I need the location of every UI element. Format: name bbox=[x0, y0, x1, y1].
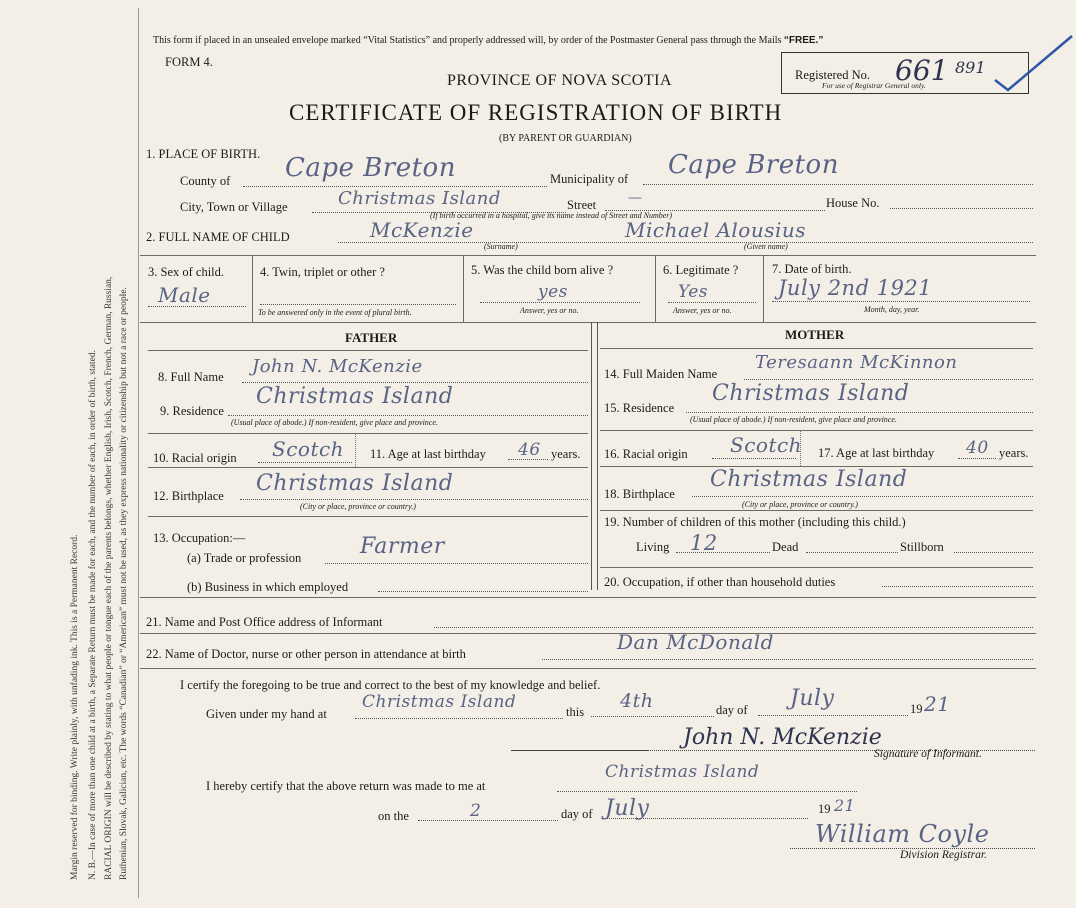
father-birthplace-note: (City or place, province or country.) bbox=[300, 502, 416, 511]
side-note-racial-1: RACIAL ORIGIN will be described by stating to what people or tongue each of the parents belongs, whether English, Irish, Scotch, French, German, Russian, bbox=[104, 276, 114, 880]
form-number: FORM 4. bbox=[165, 55, 213, 69]
father-racial-label: 10. Racial origin bbox=[153, 451, 237, 465]
side-note-margin: Margin reserved for binding. Write plainly, with unfading ink. This is a Permanent Record. bbox=[70, 534, 80, 880]
father-business-label: (b) Business in which employed bbox=[187, 580, 349, 594]
mother-name: Teresaann McKinnon bbox=[755, 352, 958, 373]
registrar-day: 2 bbox=[470, 801, 482, 821]
child-surname: McKenzie bbox=[370, 218, 474, 242]
father-name: John N. McKenzie bbox=[252, 356, 423, 377]
county-value: Cape Breton bbox=[285, 153, 456, 183]
father-age: 46 bbox=[518, 440, 541, 460]
top-notice: This form if placed in an unsealed envelope marked “Vital Statistics” and properly addressed will, by order of the Postmaster General pass through the Mails “FREE.” bbox=[153, 35, 824, 46]
father-age-unit: years. bbox=[551, 447, 581, 461]
legitimate-note: Answer, yes or no. bbox=[673, 306, 732, 315]
check-mark-icon bbox=[990, 32, 1076, 92]
registered-number: 661 bbox=[895, 54, 949, 87]
registered-label: Registered No. bbox=[795, 68, 870, 82]
side-note-nb: N. B.—In case of more than one child at a birth, a Separate Return must be made for each, and the number of each, in order of birth, stated. bbox=[88, 350, 98, 880]
mother-age-unit: years. bbox=[999, 446, 1029, 460]
municipality-line bbox=[643, 184, 1033, 185]
date-note: Month, day, year. bbox=[864, 305, 920, 314]
surname-note: (Surname) bbox=[484, 242, 518, 251]
alive-value: yes bbox=[538, 282, 568, 302]
given-year-prefix: 19 bbox=[910, 702, 923, 716]
given-place: Christmas Island bbox=[362, 692, 517, 712]
county-label: County of bbox=[180, 174, 231, 188]
mother-name-label: 14. Full Maiden Name bbox=[604, 367, 718, 381]
province-heading: PROVINCE OF NOVA SCOTIA bbox=[447, 72, 673, 89]
mother-age: 40 bbox=[966, 438, 989, 458]
hospital-note: (If birth occurred in a hospital, give its name instead of Street and Number) bbox=[430, 211, 673, 220]
mother-living: 12 bbox=[690, 531, 718, 555]
mother-residence: Christmas Island bbox=[712, 381, 910, 406]
mother-racial: Scotch bbox=[730, 433, 803, 457]
legitimate-label: 6. Legitimate ? bbox=[663, 263, 739, 277]
registrar-month: July bbox=[605, 796, 650, 821]
mother-occupation-label: 20. Occupation, if other than household duties bbox=[604, 575, 836, 589]
child-name-line bbox=[338, 242, 1033, 243]
mother-stillborn-label: Stillborn bbox=[900, 540, 944, 554]
subtitle: (BY PARENT OR GUARDIAN) bbox=[499, 133, 632, 144]
registrar-day-of-label: day of bbox=[561, 807, 593, 821]
city-value: Christmas Island bbox=[338, 188, 501, 209]
twin-label: 4. Twin, triplet or other ? bbox=[260, 265, 385, 279]
informant-signature-label: Signature of Informant. bbox=[874, 748, 982, 760]
margin-rule bbox=[138, 8, 139, 898]
registrar-signature-label: Division Registrar. bbox=[900, 849, 987, 861]
county-line bbox=[243, 186, 547, 187]
father-birthplace: Christmas Island bbox=[256, 471, 454, 496]
certify-text: I certify the foregoing to be true and correct to the best of my knowledge and belief. bbox=[180, 678, 601, 692]
registrar-place: Christmas Island bbox=[605, 762, 760, 782]
mother-residence-note: (Usual place of abode.) If non-resident, give place and province. bbox=[690, 415, 897, 424]
row3-bottom-rule bbox=[140, 322, 1036, 323]
mother-birthplace: Christmas Island bbox=[710, 467, 908, 492]
row3-top-rule bbox=[140, 255, 1036, 256]
registrar-year-suffix: 21 bbox=[834, 796, 856, 815]
mother-living-label: Living bbox=[636, 540, 670, 554]
registrar-on-the-label: on the bbox=[378, 809, 409, 823]
alive-note: Answer, yes or no. bbox=[520, 306, 579, 315]
city-label: City, Town or Village bbox=[180, 200, 288, 214]
alive-label: 5. Was the child born alive ? bbox=[471, 263, 614, 277]
registrar-year-prefix: 19 bbox=[818, 802, 831, 816]
father-name-label: 8. Full Name bbox=[158, 370, 224, 384]
given-under-label: Given under my hand at bbox=[206, 707, 327, 721]
given-day-of-label: day of bbox=[716, 703, 748, 717]
twin-note: To be answered only in the event of plural birth. bbox=[258, 308, 412, 317]
father-residence-note: (Usual place of abode.) If non-resident, give place and province. bbox=[231, 418, 438, 427]
mother-heading: MOTHER bbox=[785, 327, 845, 342]
father-age-label: 11. Age at last birthday bbox=[370, 447, 486, 461]
legitimate-value: Yes bbox=[678, 282, 709, 302]
father-residence: Christmas Island bbox=[256, 384, 454, 409]
mother-racial-label: 16. Racial origin bbox=[604, 447, 688, 461]
house-line bbox=[890, 208, 1033, 209]
mother-residence-label: 15. Residence bbox=[604, 401, 675, 415]
municipality-label: Municipality of bbox=[550, 172, 629, 186]
sex-label: 3. Sex of child. bbox=[148, 265, 225, 279]
this-label: this bbox=[566, 705, 585, 719]
mother-dead-label: Dead bbox=[772, 540, 799, 554]
house-label: House No. bbox=[826, 196, 880, 210]
municipality-value: Cape Breton bbox=[668, 150, 839, 180]
registrar-signature: William Coyle bbox=[815, 820, 990, 848]
given-name-note: (Given name) bbox=[744, 242, 788, 251]
father-racial: Scotch bbox=[272, 437, 345, 461]
given-day: 4th bbox=[620, 690, 654, 712]
street-label: Street bbox=[567, 198, 597, 212]
father-heading: FATHER bbox=[345, 330, 398, 345]
child-name-label: 2. FULL NAME OF CHILD bbox=[146, 230, 290, 244]
doctor-value: Dan McDonald bbox=[617, 630, 774, 654]
doctor-label: 22. Name of Doctor, nurse or other person in attendance at birth bbox=[146, 647, 466, 661]
registered-note: For use of Registrar General only. bbox=[822, 81, 926, 90]
sex-value: Male bbox=[158, 283, 211, 307]
mother-birthplace-label: 18. Birthplace bbox=[604, 487, 675, 501]
mother-age-label: 17. Age at last birthday bbox=[818, 446, 935, 460]
informant-signature: John N. McKenzie bbox=[683, 725, 882, 750]
page-title: CERTIFICATE OF REGISTRATION OF BIRTH bbox=[289, 100, 783, 125]
father-residence-label: 9. Residence bbox=[160, 404, 224, 418]
father-trade: Farmer bbox=[360, 534, 445, 559]
street-value: — bbox=[628, 190, 643, 206]
father-birthplace-label: 12. Birthplace bbox=[153, 489, 224, 503]
mother-children-label: 19. Number of children of this mother (including this child.) bbox=[604, 515, 906, 529]
date-value: July 2nd 1921 bbox=[778, 276, 933, 300]
registered-number-2: 891 bbox=[955, 58, 986, 77]
registrar-text: I hereby certify that the above return was made to me at bbox=[206, 779, 486, 793]
informant-label: 21. Name and Post Office address of Informant bbox=[146, 615, 383, 629]
father-occupation-label: 13. Occupation:— bbox=[153, 531, 246, 545]
place-of-birth-label: 1. PLACE OF BIRTH. bbox=[146, 147, 261, 161]
given-year-suffix: 21 bbox=[924, 692, 951, 716]
mother-birthplace-note: (City or place, province or country.) bbox=[742, 500, 858, 509]
given-month: July bbox=[790, 686, 835, 711]
child-given-name: Michael Alousius bbox=[625, 218, 807, 242]
date-label: 7. Date of birth. bbox=[772, 262, 852, 276]
father-trade-label: (a) Trade or profession bbox=[187, 551, 302, 565]
side-note-racial-2: Ruthenian, Slovak, Galician, etc. The words “Canadian” or “American” must not be used, as they express nationality or citizenship but not a race or people. bbox=[119, 287, 129, 880]
